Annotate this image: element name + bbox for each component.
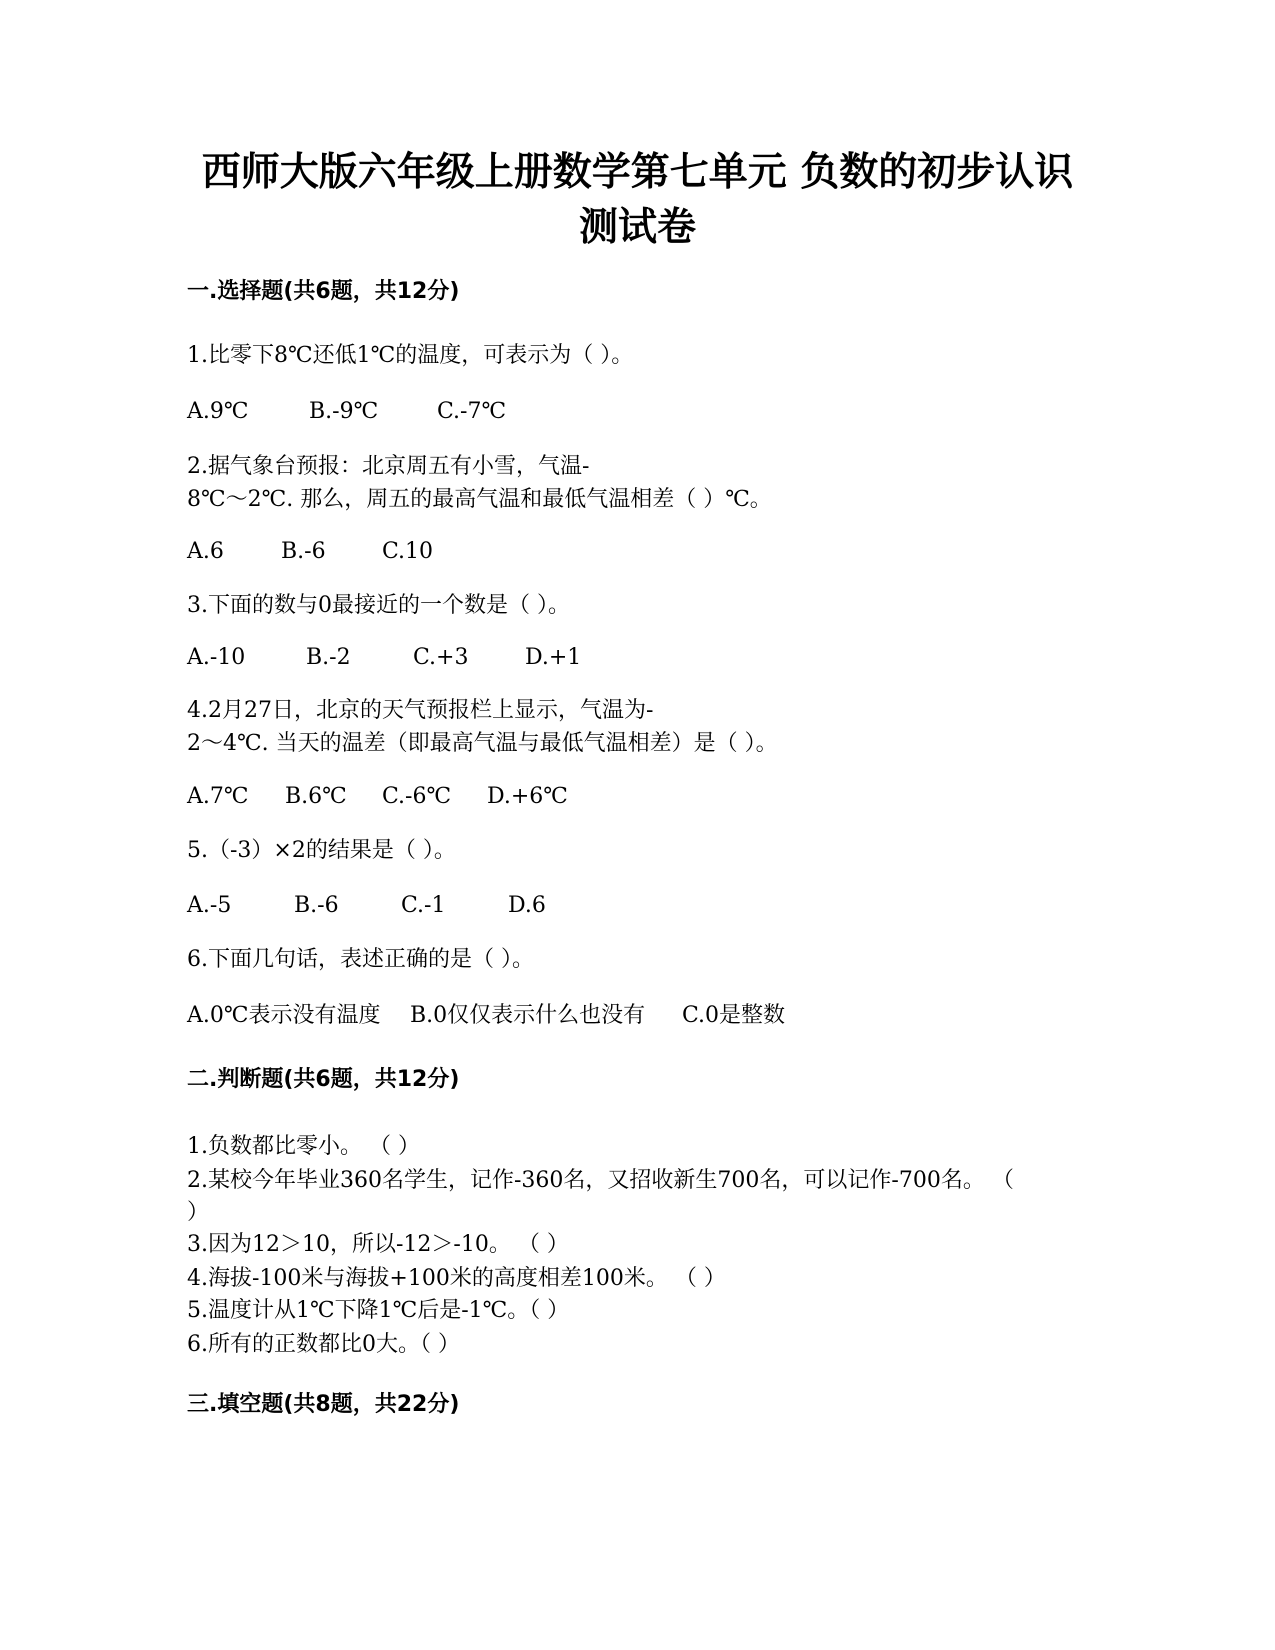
judge-item-1: 1.负数都比零小。 （ ） — [187, 1134, 420, 1159]
judge-item-3: 3.因为12＞10，所以-12＞-10。 （ ） — [187, 1232, 569, 1257]
section-heading-fill-blank: 三.填空题(共8题，共22分) — [187, 1392, 460, 1417]
question-6: 6.下面几句话，表述正确的是（ ）。 — [187, 947, 534, 972]
option-b: B.-6 — [294, 893, 339, 918]
judge-item-6: 6.所有的正数都比0大。（ ） — [187, 1332, 460, 1357]
option-b: B.-9℃ — [309, 399, 379, 424]
option-d: D.+6℃ — [487, 784, 568, 809]
option-a: A.0℃表示没有温度 — [187, 1003, 381, 1028]
option-c: C.+3 — [413, 645, 469, 670]
question-4-options — [187, 782, 568, 812]
option-a: A.7℃ — [187, 784, 249, 809]
question-2-options — [187, 537, 433, 567]
option-a: A.-5 — [187, 893, 232, 918]
option-c: C.0是整数 — [682, 1003, 786, 1028]
question-4-line-2: 2～4℃. 当天的温差（即最高气温与最低气温相差）是（ ）。 — [187, 731, 778, 756]
option-d: D.+1 — [525, 645, 582, 670]
option-c: C.-1 — [401, 893, 446, 918]
option-b: B.-2 — [306, 645, 351, 670]
judge-item-4: 4.海拔-100米与海拔+100米的高度相差100米。 （ ） — [187, 1266, 726, 1291]
question-5-options — [187, 891, 546, 921]
option-b: B.0仅仅表示什么也没有 — [410, 1003, 646, 1028]
option-c: C.-7℃ — [437, 399, 507, 424]
judge-item-2: 2.某校今年毕业360名学生，记作-360名，又招收新生700名，可以记作-700名。 （ — [187, 1168, 1014, 1193]
page-title-line-1: 西师大版六年级上册数学第七单元 负数的初步认识 — [201, 150, 1074, 195]
section-heading-choice: 一.选择题(共6题，共12分) — [187, 279, 460, 304]
question-6-options — [187, 1001, 785, 1031]
option-b: B.-6 — [281, 539, 326, 564]
question-4-line-1: 4.2月27日，北京的天气预报栏上显示，气温为- — [187, 698, 654, 723]
question-1: 1.比零下8℃还低1℃的温度，可表示为（ ）。 — [187, 343, 634, 368]
judge-item-2-continued: ） — [187, 1200, 210, 1225]
option-a: A.9℃ — [187, 399, 249, 424]
option-a: A.-10 — [187, 645, 246, 670]
section-heading-true-false: 二.判断题(共6题，共12分) — [187, 1067, 460, 1092]
question-5: 5.（-3）×2的结果是（ ）。 — [187, 838, 456, 863]
question-2-line-2: 8℃～2℃. 那么，周五的最高气温和最低气温相差（ ）℃。 — [187, 487, 772, 512]
question-2-line-1: 2.据气象台预报：北京周五有小雪，气温- — [187, 454, 590, 479]
option-b: B.6℃ — [285, 784, 347, 809]
question-3-options — [187, 643, 581, 673]
page-title-line-2: 测试卷 — [578, 205, 696, 250]
option-d: D.6 — [508, 893, 546, 918]
option-c: C.10 — [382, 539, 434, 564]
judge-item-5: 5.温度计从1℃下降1℃后是-1℃。（ ） — [187, 1298, 570, 1323]
question-3: 3.下面的数与0最接近的一个数是（ ）。 — [187, 593, 570, 618]
question-1-options — [187, 397, 506, 427]
option-c: C.-6℃ — [382, 784, 452, 809]
option-a: A.6 — [187, 539, 224, 564]
